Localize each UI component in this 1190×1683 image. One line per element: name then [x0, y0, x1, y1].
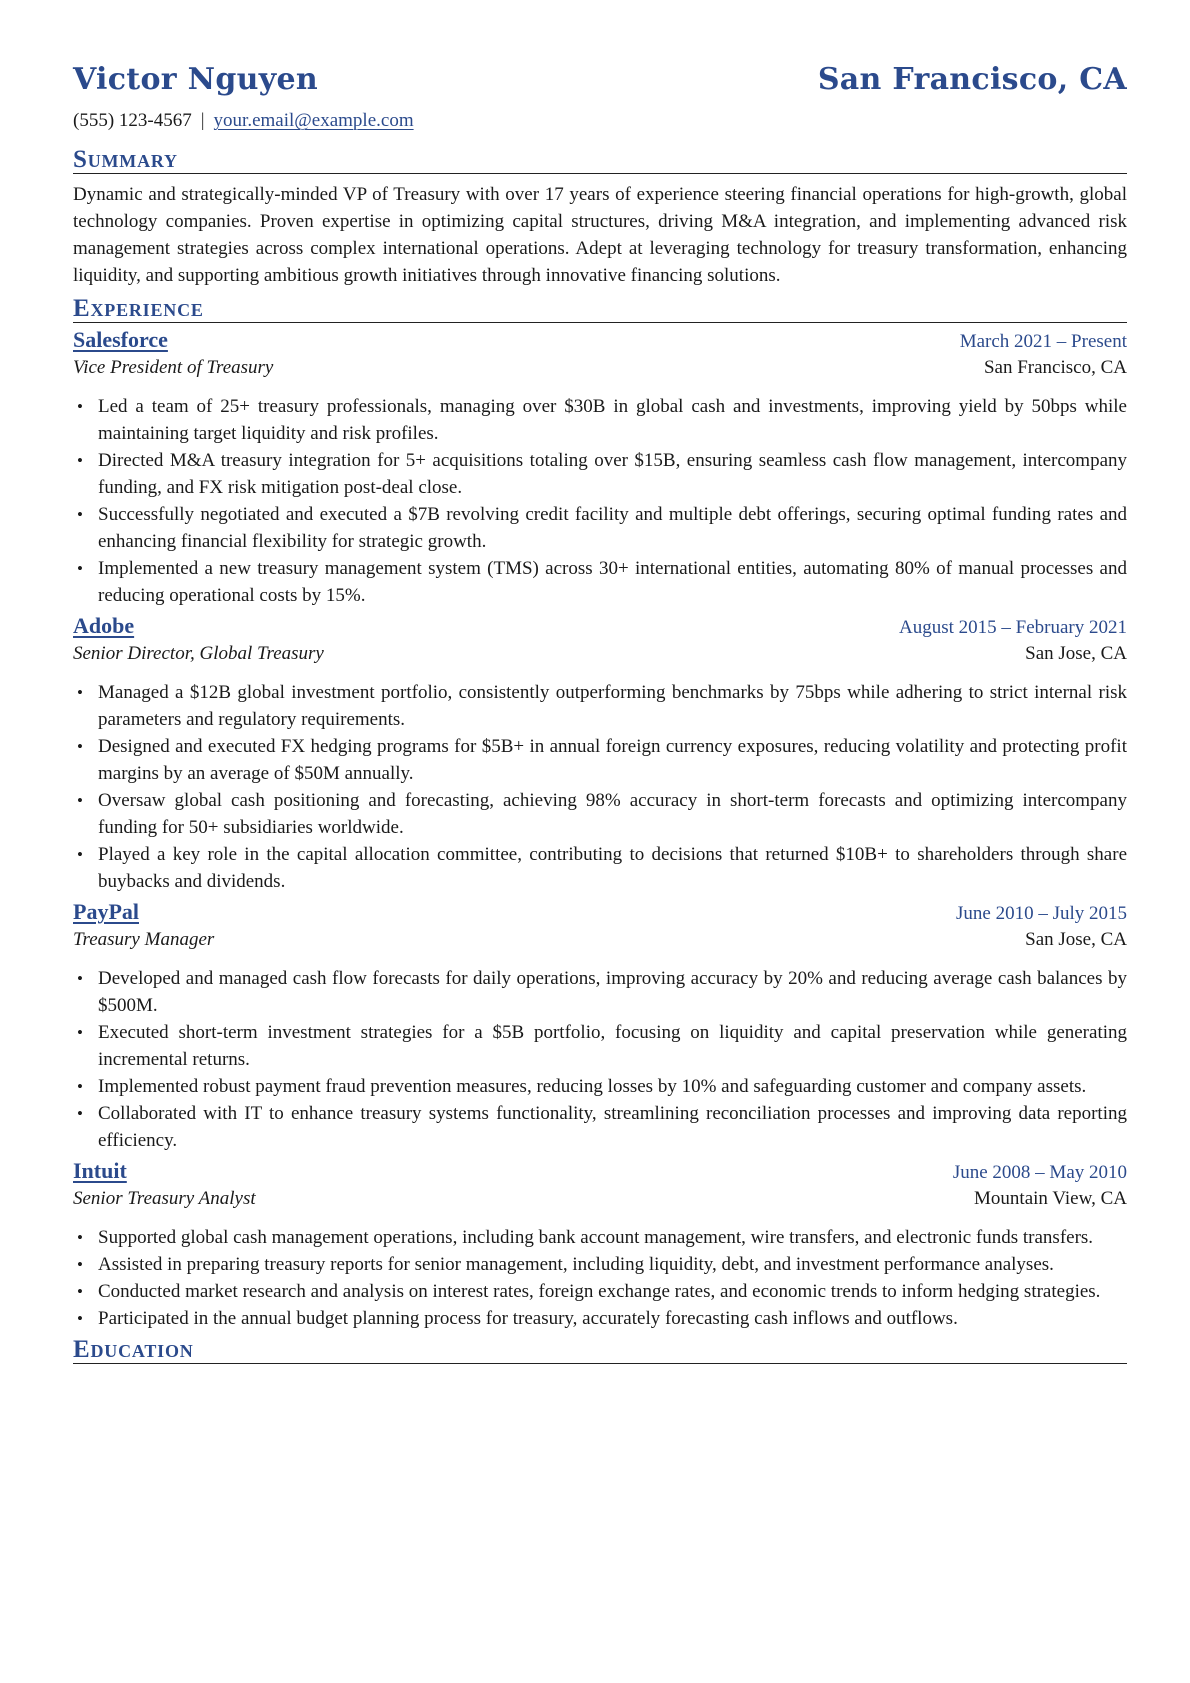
bullet-item: • Executed short-term investment strategies for a $5B portfolio, focusing on liquidity and capital preservation while generating incremental returns. — [73, 1019, 1127, 1073]
bullet-item: • Implemented robust payment fraud prevention measures, reducing losses by 10% and safeguarding customer and company assets. — [73, 1073, 1127, 1100]
job-header — [73, 327, 1127, 357]
bullet-item: • Oversaw global cash positioning and forecasting, achieving 98% accuracy in short-term forecasts and optimizing intercompany funding for 50+ subsidiaries worldwide. — [73, 787, 1127, 841]
job-location: Mountain View, CA — [974, 1188, 1127, 1209]
job-header — [73, 613, 1127, 643]
email-link[interactable]: your.email@example.com — [213, 110, 414, 131]
job-location: San Jose, CA — [1025, 643, 1127, 664]
job-bullets — [73, 1224, 1127, 1332]
job-subheader — [73, 929, 1127, 957]
bullet-item: • Supported global cash management operations, including bank account management, wire transfers, and electronic funds transfers. — [73, 1224, 1127, 1251]
bullet-item: • Conducted market research and analysis on interest rates, foreign exchange rates, and economic trends to inform hedging strategies. — [73, 1278, 1127, 1305]
bullet-item: • Successfully negotiated and executed a $7B revolving credit facility and multiple debt offerings, securing optimal funding rates and enhancing financial flexibility for strategic growth. — [73, 501, 1127, 555]
bullet-item: • Assisted in preparing treasury reports for senior management, including liquidity, debt, and investment performance analyses. — [73, 1251, 1127, 1278]
bullet-item: • Developed and managed cash flow forecasts for daily operations, improving accuracy by 20% and reducing average cash balances by $500M. — [73, 965, 1127, 1019]
company-link[interactable]: Salesforce — [73, 327, 168, 352]
experience-heading: Experience — [73, 297, 1127, 323]
job-role: Vice President of Treasury — [73, 357, 274, 378]
job-entry — [73, 613, 1127, 895]
job-dates: August 2015 – February 2021 — [899, 617, 1127, 638]
job-bullets — [73, 679, 1127, 895]
job-subheader — [73, 1188, 1127, 1216]
job-entry — [73, 1158, 1127, 1332]
job-role: Senior Treasury Analyst — [73, 1188, 256, 1209]
candidate-location: San Francisco, CA — [817, 62, 1127, 97]
job-dates: June 2010 – July 2015 — [956, 903, 1127, 924]
bullet-item: • Managed a $12B global investment portfolio, consistently outperforming benchmarks by 75bps while adhering to strict internal risk parameters and regulatory requirements. — [73, 679, 1127, 733]
job-subheader — [73, 357, 1127, 385]
job-role: Treasury Manager — [73, 929, 215, 950]
job-bullets — [73, 393, 1127, 609]
summary-text: Dynamic and strategically-minded VP of Treasury with over 17 years of experience steering financial operations for high-growth, global technology companies. Proven expertise in optimizing capital structures, driving M&A integration, and implementing advanced risk management strategies across complex international operations. Adept at leveraging technology for treasury transformation, enhancing liquidity, and supporting ambitious growth initiatives through innovative financing solutions. — [73, 184, 1127, 286]
resume-header — [73, 62, 1127, 106]
education-heading: Education — [73, 1338, 1127, 1364]
contact-line — [73, 110, 1127, 140]
resume-page — [73, 62, 1127, 1364]
company-link[interactable]: Adobe — [73, 613, 135, 638]
bullet-item: • Implemented a new treasury management system (TMS) across 30+ international entities, automating 80% of manual processes and reducing operational costs by 15%. — [73, 555, 1127, 609]
job-location: San Francisco, CA — [983, 357, 1127, 378]
job-entry — [73, 899, 1127, 1154]
bullet-item: • Directed M&A treasury integration for 5+ acquisitions totaling over $15B, ensuring seamless cash flow management, intercompany funding, and FX risk mitigation post-deal close. — [73, 447, 1127, 501]
job-role: Senior Director, Global Treasury — [73, 643, 324, 664]
summary-heading: Summary — [73, 148, 1127, 174]
job-entry — [73, 327, 1127, 609]
candidate-name: Victor Nguyen — [73, 62, 318, 97]
experience-list — [73, 327, 1127, 1332]
job-header — [73, 899, 1127, 929]
bullet-item: • Led a team of 25+ treasury professionals, managing over $30B in global cash and investments, improving yield by 50bps while maintaining target liquidity and risk profiles. — [73, 393, 1127, 447]
bullet-item: • Collaborated with IT to enhance treasury systems functionality, streamlining reconciliation processes and improving data reporting efficiency. — [73, 1100, 1127, 1154]
bullet-item: • Participated in the annual budget planning process for treasury, accurately forecasting cash inflows and outflows. — [73, 1305, 1127, 1332]
job-dates: June 2008 – May 2010 — [952, 1162, 1127, 1183]
bullet-item: • Played a key role in the capital allocation committee, contributing to decisions that returned $10B+ to shareholders through share buybacks and dividends. — [73, 841, 1127, 895]
company-link[interactable]: Intuit — [73, 1158, 127, 1183]
job-location: San Jose, CA — [1025, 929, 1127, 950]
contact-separator: | — [200, 110, 205, 131]
phone-number: (555) 123-4567 — [73, 110, 192, 131]
company-link[interactable]: PayPal — [73, 899, 139, 924]
job-bullets — [73, 965, 1127, 1154]
job-subheader — [73, 643, 1127, 671]
job-dates: March 2021 – Present — [959, 331, 1127, 352]
job-header — [73, 1158, 1127, 1188]
bullet-item: • Designed and executed FX hedging programs for $5B+ in annual foreign currency exposures, reducing volatility and protecting profit margins by an average of $50M annually. — [73, 733, 1127, 787]
